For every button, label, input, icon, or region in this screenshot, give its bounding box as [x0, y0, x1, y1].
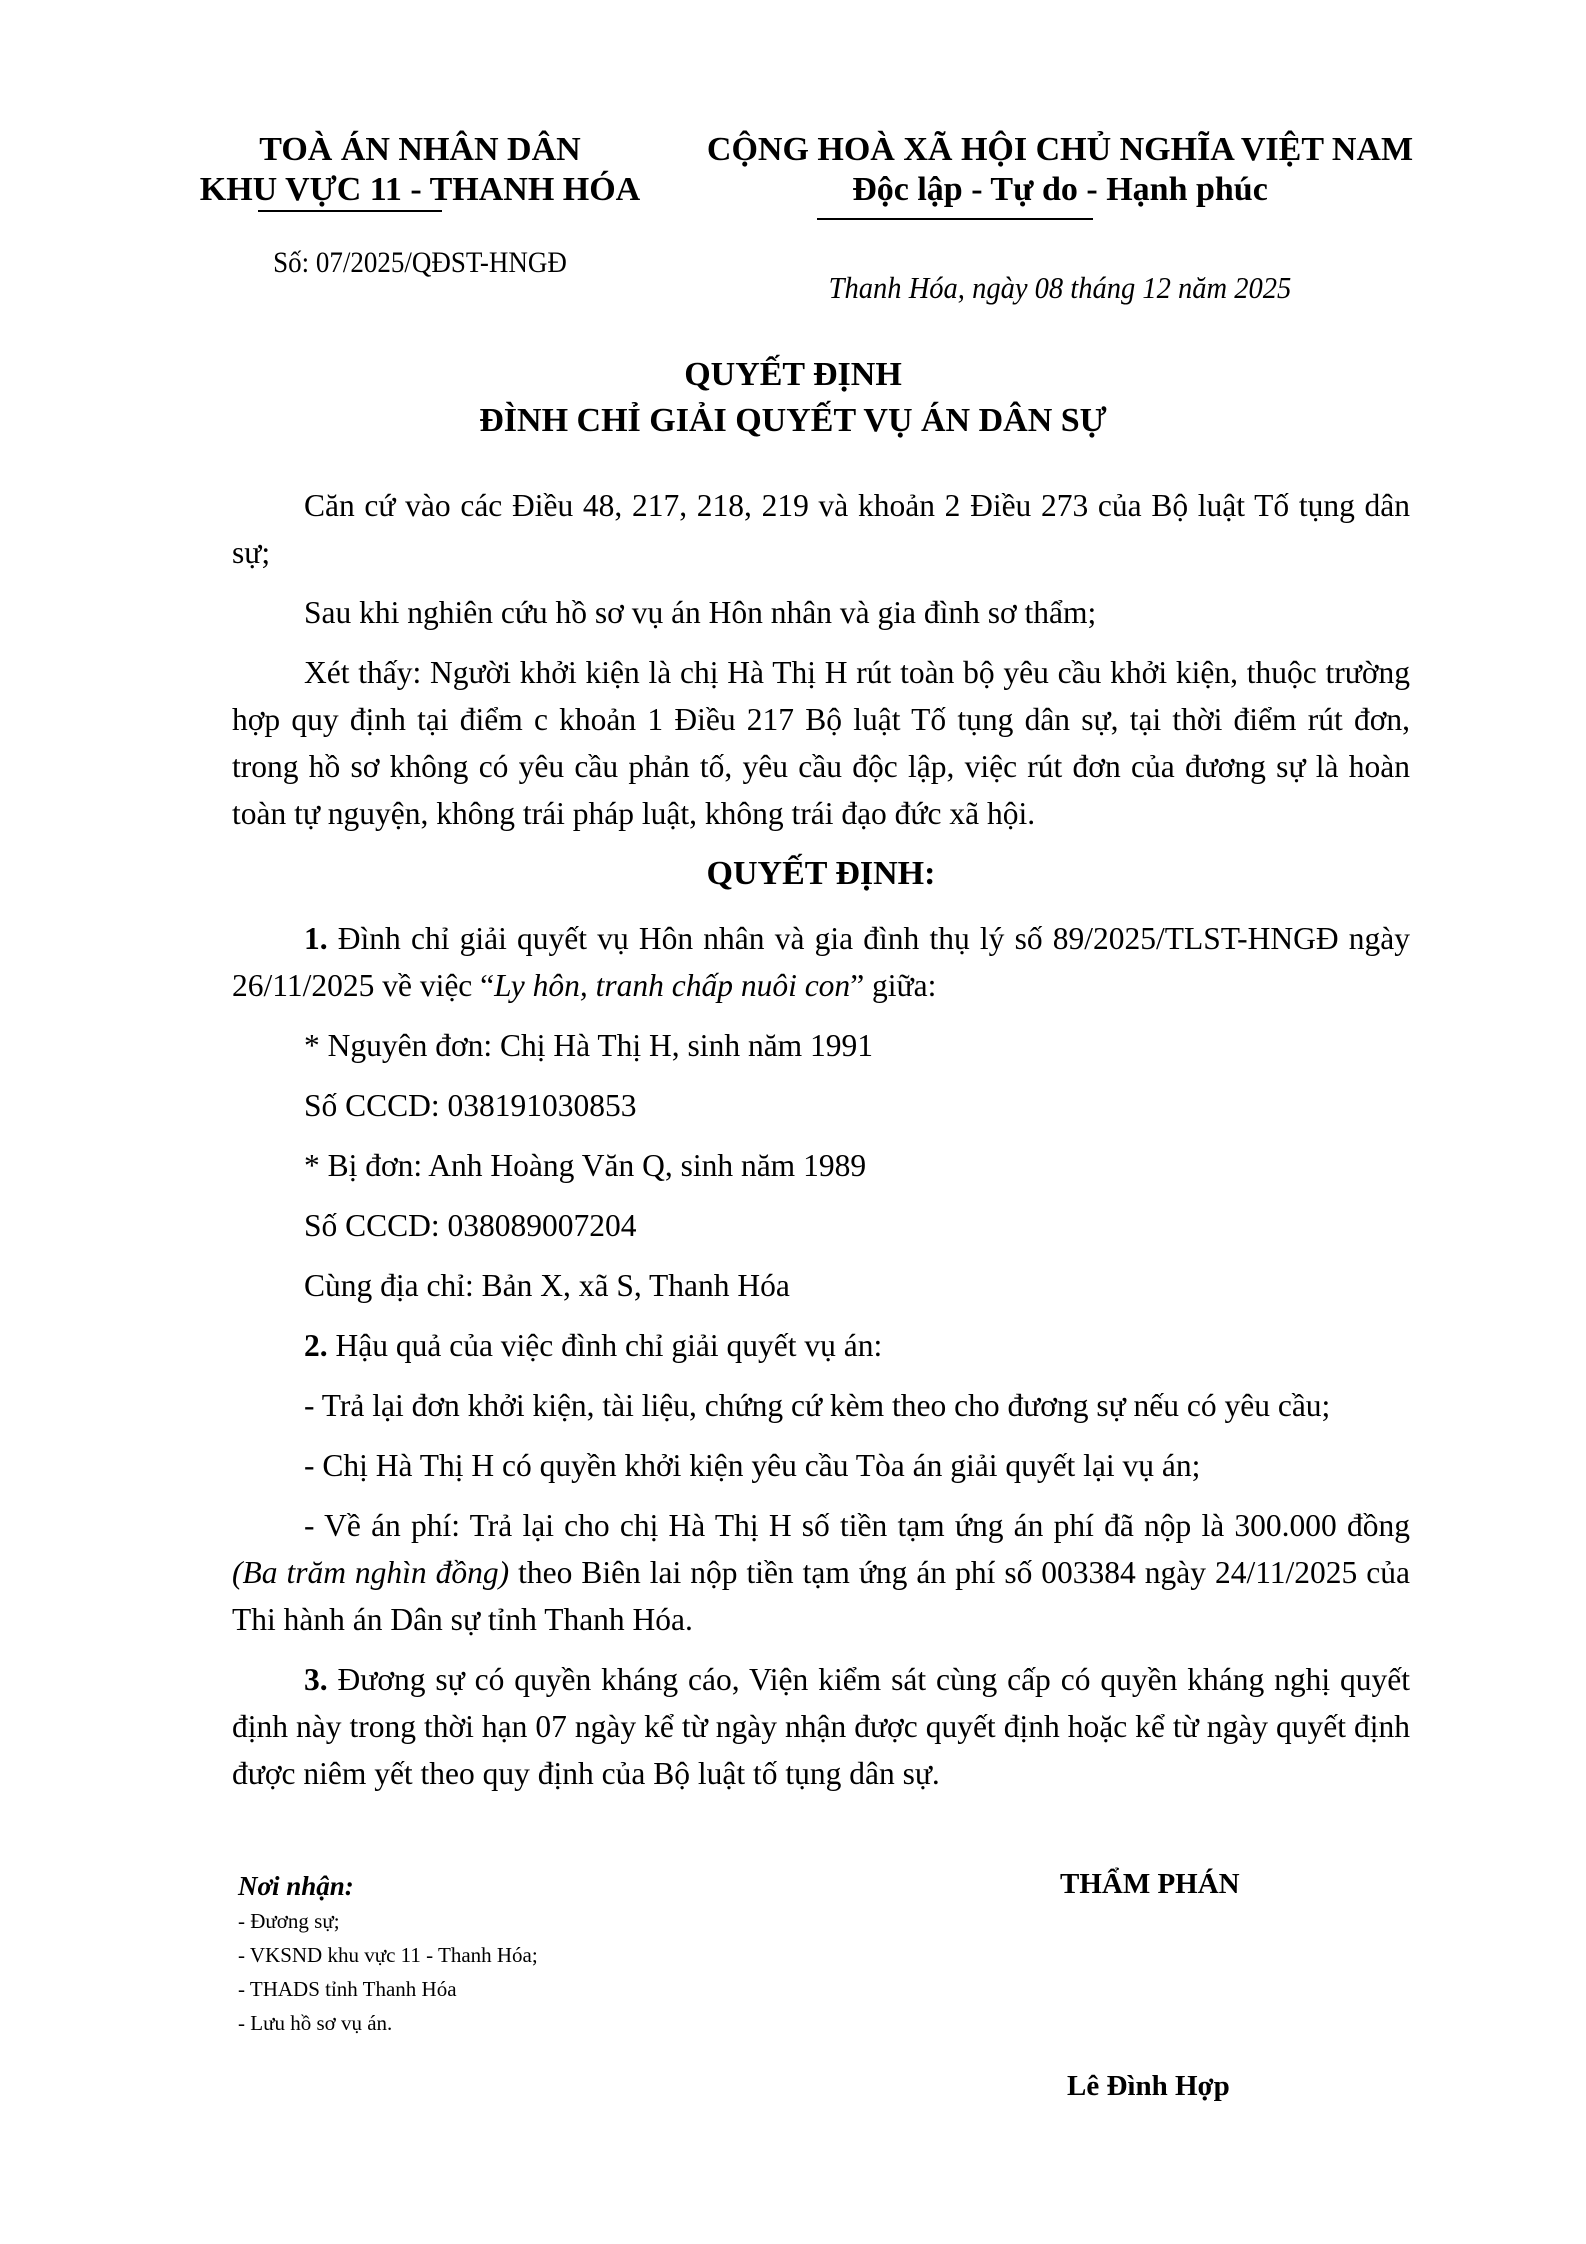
party-address: Cùng địa chỉ: Bản X, xã S, Thanh Hóa — [304, 1268, 790, 1303]
case-type: Ly hôn, tranh chấp nuôi con — [494, 968, 851, 1003]
decision-item-1 — [232, 915, 1410, 1009]
court-name — [170, 130, 670, 210]
national-motto-line1: CỘNG HOÀ XÃ HỘI CHỦ NGHĨA VIỆT NAM — [706, 131, 1414, 168]
court-underline — [258, 210, 442, 212]
recipient-item: - THADS tỉnh Thanh Hóa — [238, 1977, 457, 2001]
title-line2: ĐÌNH CHỈ GIẢI QUYẾT VỤ ÁN DÂN SỰ — [479, 402, 1107, 439]
signer-name: Lê Đình Hợp — [1067, 2070, 1230, 2102]
item-text: Hậu quả của việc đình chỉ giải quyết vụ án: — [327, 1328, 883, 1363]
preamble-legal-basis: Căn cứ vào các Điều 48, 217, 218, 219 và khoản 2 Điều 273 của Bộ luật Tố tụng dân sự; — [232, 488, 1410, 570]
court-name-line1: TOÀ ÁN NHÂN DÂN — [259, 131, 581, 168]
item-number: 3. — [304, 1662, 328, 1697]
recipient-item: - VKSND khu vực 11 - Thanh Hóa; — [238, 1943, 538, 1967]
fee-amount-words: (Ba trăm nghìn đồng) — [232, 1555, 510, 1590]
item-text: Đình chỉ giải quyết vụ Hôn nhân và gia đình thụ lý số 89/2025/TLST-HNGĐ ngày 26/11/2025 về việc “ — [232, 921, 1410, 1003]
consequence-return-documents: - Trả lại đơn khởi kiện, tài liệu, chứng cứ kèm theo cho đương sự nếu có yêu cầu; — [304, 1388, 1331, 1423]
item-number: 1. — [304, 921, 328, 956]
item-text-end: ” giữa: — [850, 968, 937, 1003]
preamble-findings: Xét thấy: Người khởi kiện là chị Hà Thị H rút toàn bộ yêu cầu khởi kiện, thuộc trường hợp quy định tại điểm c khoản 1 Điều 217 Bộ luật Tố tụng dân sự, tại thời điểm rút đơn, trong hồ sơ không có yêu cầu phản tố, yêu cầu độc lập, việc rút đơn của đương sự là hoàn toàn tự nguyện, không trái pháp luật, không trái đạo đức xã hội. — [232, 655, 1410, 831]
decision-item-3 — [232, 1656, 1410, 1797]
title-line1: QUYẾT ĐỊNH — [684, 356, 902, 393]
item-text: Đương sự có quyền kháng cáo, Viện kiểm sát cùng cấp có quyền kháng nghị quyết định này trong thời hạn 07 ngày kể từ ngày nhận được quyết định hoặc kể từ ngày quyết định được niêm yết theo quy định của Bộ luật tố tụng dân sự. — [232, 1662, 1410, 1791]
document-body — [232, 482, 1410, 1810]
consequence-court-fee — [232, 1502, 1410, 1643]
preamble-review: Sau khi nghiên cứu hồ sơ vụ án Hôn nhân và gia đình sơ thẩm; — [304, 595, 1097, 630]
fee-receipt: theo Biên lai nộp tiền tạm ứng án phí số 003384 ngày 24/11/2025 của Thi hành án Dân sự tỉnh Thanh Hóa. — [232, 1555, 1410, 1637]
party-plaintiff-id: Số CCCD: 038191030853 — [304, 1088, 637, 1123]
national-motto-line2: Độc lập - Tự do - Hạnh phúc — [852, 171, 1268, 208]
party-defendant: * Bị đơn: Anh Hoàng Văn Q, sinh năm 1989 — [304, 1148, 867, 1183]
place-date: Thanh Hóa, ngày 08 tháng 12 năm 2025 — [828, 270, 1292, 305]
recipients-block — [238, 1868, 538, 2040]
recipient-item: - Lưu hồ sơ vụ án. — [238, 2011, 393, 2035]
national-header — [660, 130, 1460, 210]
party-plaintiff: * Nguyên đơn: Chị Hà Thị H, sinh năm 1991 — [304, 1028, 874, 1063]
fee-text: - Về án phí: Trả lại cho chị Hà Thị H số tiền tạm ứng án phí đã nộp là 300.000 đồng — [304, 1508, 1410, 1543]
consequence-refile-right: - Chị Hà Thị H có quyền khởi kiện yêu cầu Tòa án giải quyết lại vụ án; — [304, 1448, 1201, 1483]
court-name-line2: KHU VỰC 11 - THANH HÓA — [199, 171, 641, 208]
document-title — [0, 352, 1586, 444]
signer-title: THẨM PHÁN — [1060, 1868, 1240, 1900]
motto-underline — [817, 218, 1093, 220]
party-defendant-id: Số CCCD: 038089007204 — [304, 1208, 637, 1243]
recipients-label: Nơi nhận: — [238, 1871, 354, 1901]
document-number: Số: 07/2025/QĐST-HNGĐ — [273, 246, 567, 279]
decision-heading: QUYẾT ĐỊNH: — [706, 855, 936, 892]
item-number: 2. — [304, 1328, 328, 1363]
decision-item-2 — [232, 1322, 1410, 1369]
recipient-item: - Đương sự; — [238, 1909, 340, 1933]
